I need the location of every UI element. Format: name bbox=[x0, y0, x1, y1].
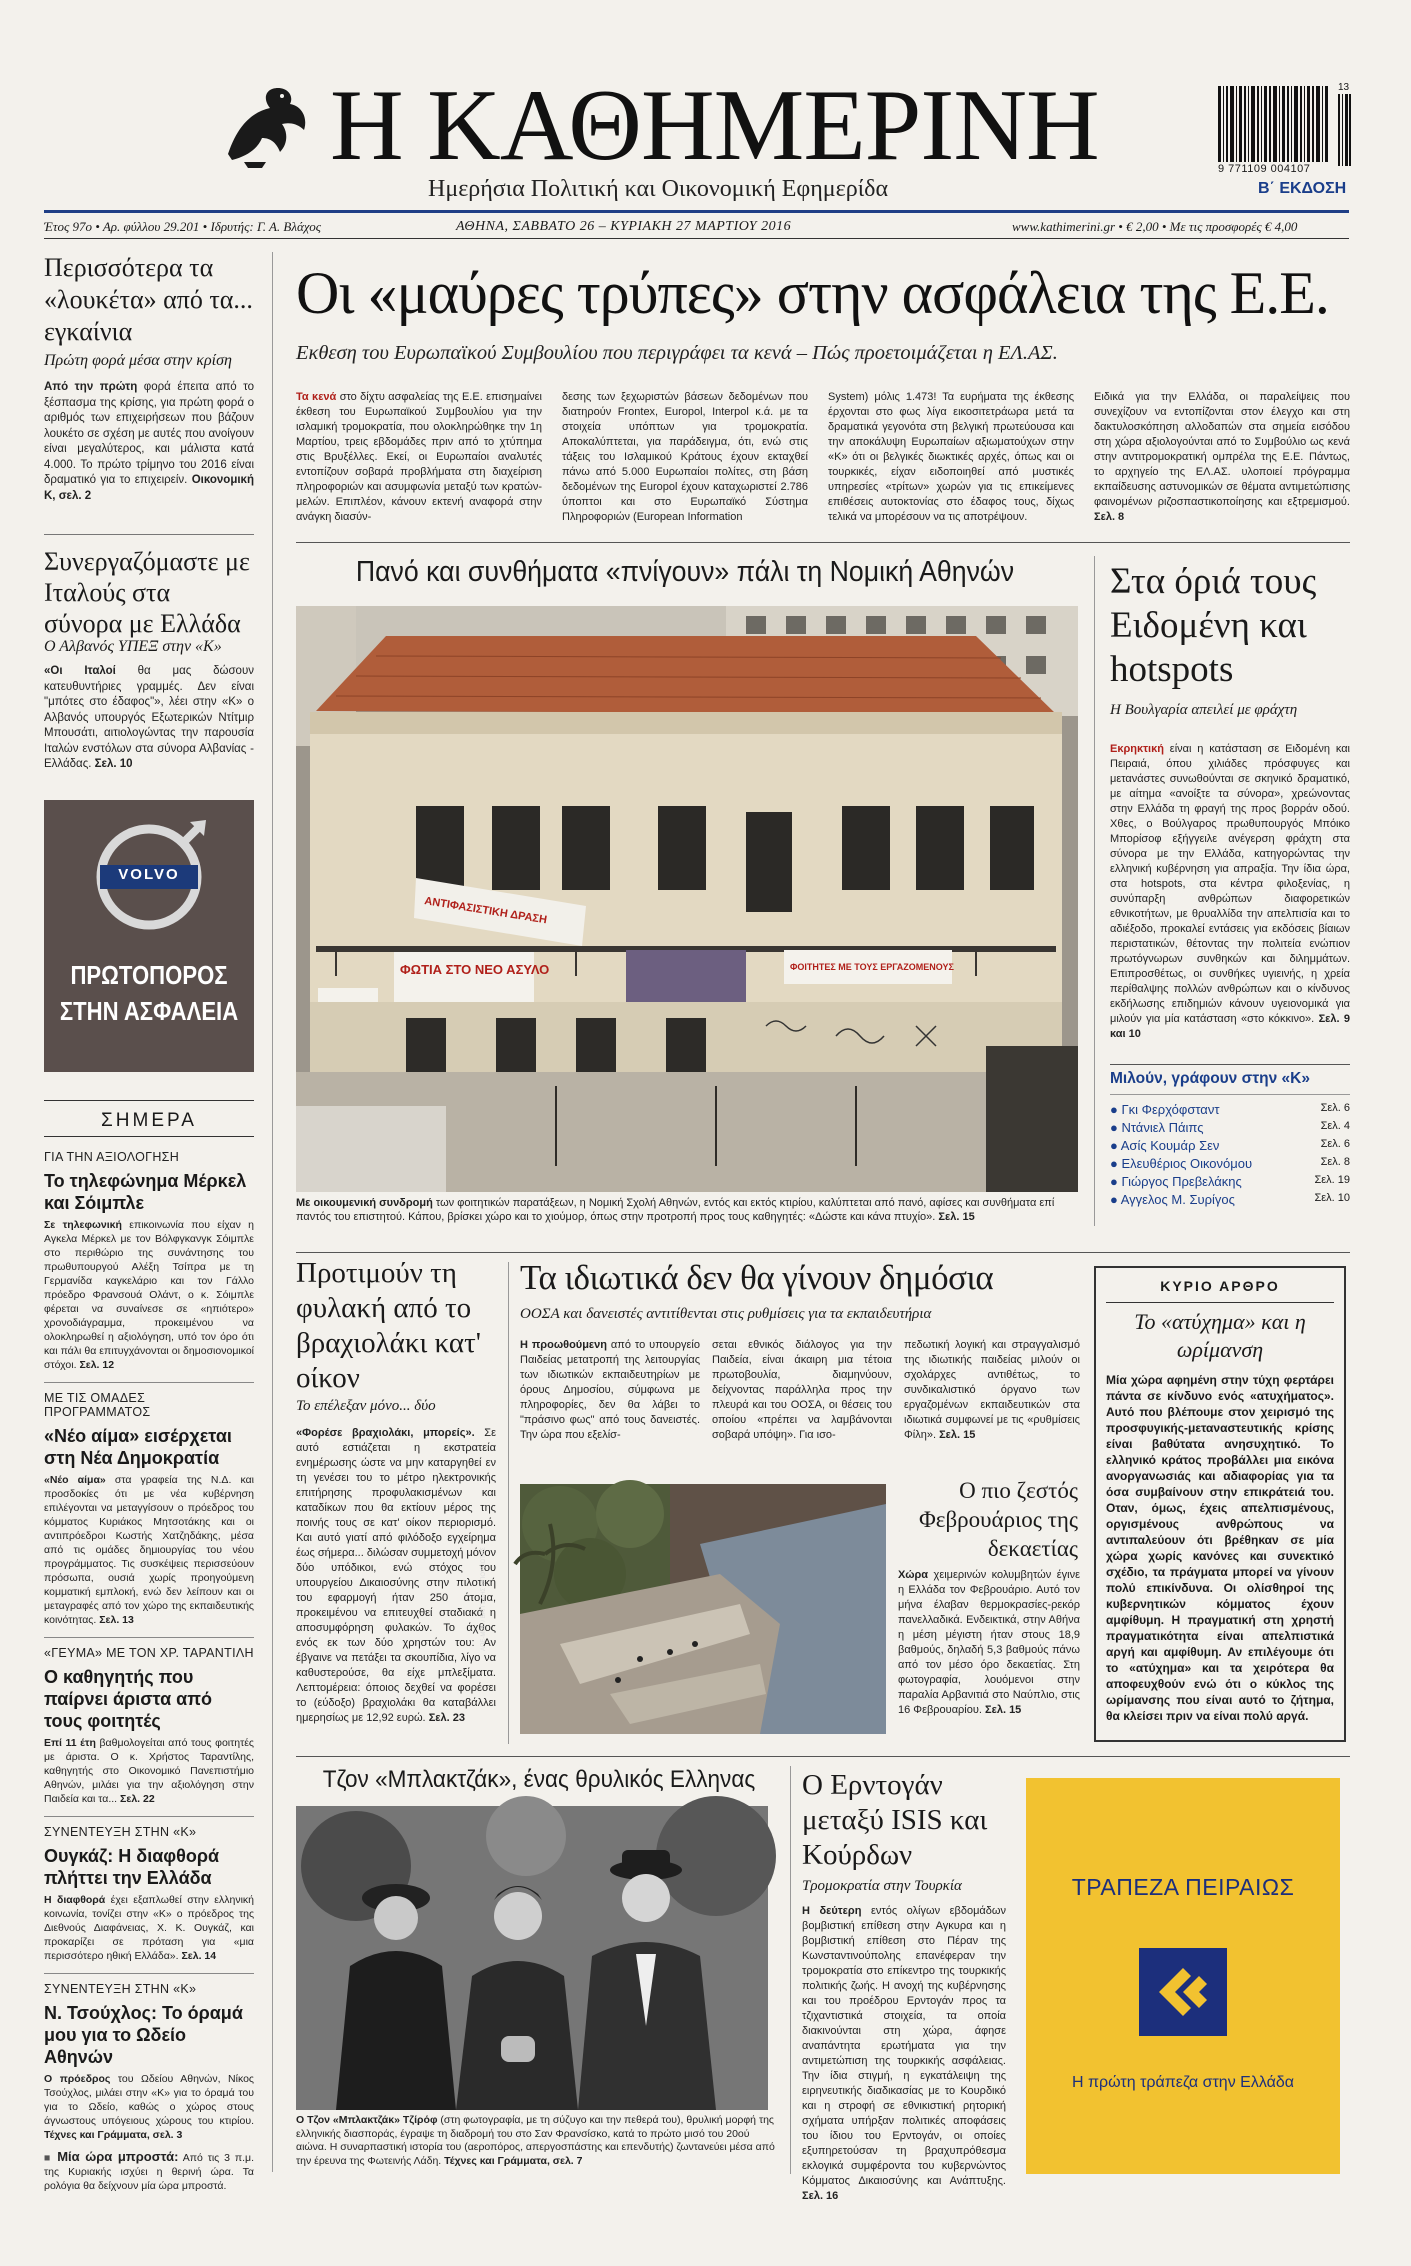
today-item bbox=[44, 1825, 254, 1963]
edition-label: Β΄ ΕΚΔΟΣΗ bbox=[1258, 180, 1347, 197]
bullet-icon: ● bbox=[1110, 1102, 1122, 1117]
body-text: Ειδικά για την Ελλάδα, οι παραλείψεις που συνεχίζουν να εντοπίζονται στον έλεγχο και στη δακτυλοσκόπηση αλλοδαπών στα σημεία εισόδου στη χώρα αξιολογούνται από το Συμβούλιο ως κενά στην αντιτρομοκρατική ομπρέλα της Ε.Ε. Πάντως, το αρχηγείο της ΕΛ.ΑΣ. υλοποιεί πρόγραμμα εκπαίδευσης αστυνομικών σε θέματα αντιμετώπισης φαινομένων ριζοσπαστικοποίησης και εξτρεμισμού. bbox=[1094, 391, 1350, 508]
meta-right: www.kathimerini.gr • € 2,00 • Με τις προσφορές € 4,00 bbox=[1012, 219, 1298, 234]
opinion-page: Σελ. 4 bbox=[1320, 1120, 1350, 1132]
opinion-author: Ντάνιελ Πάιπς bbox=[1121, 1120, 1204, 1135]
today-item-label: ΣΥΝΕΝΤΕΥΞΗ ΣΤΗΝ «Κ» bbox=[44, 1982, 197, 1996]
page-ref[interactable]: Σελ. 16 bbox=[802, 2190, 839, 2202]
body-text: πεδωτική λογική και στραγγαλισμό της ιδιωτικής παιδείας μιλούν οι σχολάρχες αντιθέτως, το συνδικαλιστικό όργανο των εργαζομένων εκπαιδευτικών στα ιδιωτικά συμφωνεί με τις «ρυθμίσεις Φίλη». bbox=[904, 1339, 1080, 1441]
page-ref[interactable]: Σελ. 23 bbox=[428, 1712, 465, 1724]
lead-col-1 bbox=[296, 390, 542, 525]
today-item-label: ΜΕ ΤΙΣ ΟΜΑΔΕΣ ΠΡΟΓΡΑΜΜΑΤΟΣ bbox=[44, 1391, 151, 1419]
today-item-title[interactable]: «Νέο αίμα» εισέρχεται στη Νέα Δημοκρατία bbox=[44, 1426, 232, 1468]
opinion-page: Σελ. 10 bbox=[1314, 1192, 1350, 1204]
volvo-brand: VOLVO bbox=[118, 866, 180, 883]
today-item bbox=[44, 1150, 254, 1372]
banner-text: ΦΟΙΤΗΤΕΣ ΜΕ ΤΟΥΣ ΕΡΓΑΖΟΜΕΝΟΥΣ bbox=[790, 962, 954, 972]
story-lockouts-sub: Πρώτη φορά μέσα στην κρίση bbox=[44, 352, 232, 369]
today-item-title[interactable]: Ουγκάζ: Η διαφθορά πλήττει την Ελλάδα bbox=[44, 1846, 220, 1888]
opinion-page: Σελ. 6 bbox=[1320, 1102, 1350, 1114]
left-column bbox=[44, 252, 255, 2192]
photo-credit: ΑΠΕ-ΜΠΕ / ΒΑΓΓΕΛΗΣ ΜΠΟΥΓΙΩΤΗΣ bbox=[480, 1547, 487, 1651]
opinion-page: Σελ. 8 bbox=[1320, 1156, 1350, 1168]
today-item-label: ΣΥΝΕΝΤΕΥΞΗ ΣΤΗΝ «Κ» bbox=[44, 1825, 197, 1839]
opinions-title: Μιλούν, γράφουν στην «Κ» bbox=[1110, 1070, 1310, 1087]
body-text: επικοινωνία που είχαν η Αγκελα Μέρκελ με τον Βόλφγκανγκ Σόιμπλε στο περιθώριο της συνάντησης του πρωθυπουργού Αλέξη Τσίπρα με τη Γερμανίδα καγκελάριο και τον Γάλλο πρόεδρο Φρανσουά Ολάντ, ο κ. Σόιμπλε φέρεται να συναίνεσε σε «ηπιότερο» χρονοδιάγραμμα, προκειμένου να ολοκληρωθεί η αξιολόγηση, υπό τον όρο ότι και πάλι θα επιτυγχάνονται οι δημοσιονομικοί στόχοι. bbox=[44, 1219, 255, 1371]
page-ref[interactable]: Σελ. 10 bbox=[94, 758, 133, 770]
body-text: θα μας δώσουν κατευθυντήριες γραμμές. Δεν είναι "μπότες στο έδαφος"», λέει στην «Κ» ο Αλβανός υπουργός Εξωτερικών Ντίτμιρ Μπουσάτι, αιτιολογώντας την παρουσία Ιταλών ενστόλων στα σύνορα Αλβανίας - Ελλάδας. bbox=[44, 665, 254, 770]
body-text: του Ωδείου Αθηνών, Νίκος Τσούχλος, μιλάει στην «Κ» για το όραμά του για το Ωδείο, καθώς ο χώρος στους άγνωστους υπόγειους χώρους του κτιρίου. bbox=[44, 2073, 254, 2127]
lead-body bbox=[296, 390, 1350, 530]
opinion-row[interactable] bbox=[1110, 1138, 1350, 1156]
opinion-author: Γιώργος Πρεβελάκης bbox=[1121, 1174, 1242, 1189]
hour-change-body: Από τις 3 π.μ. της Κυριακής ισχύει η θερινή ώρα. Τα ρολόγια θα δείχνουν μία ώρα μπροστά. bbox=[44, 2152, 255, 2192]
bullet-icon: ● bbox=[1110, 1192, 1121, 1207]
opinion-page: Σελ. 19 bbox=[1314, 1174, 1350, 1186]
meta-date: ΑΘΗΝΑ, ΣΑΒΒΑΤΟ 26 – ΚΥΡΙΑΚΗ 27 ΜΑΡΤΙΟΥ 2016 bbox=[456, 219, 792, 234]
banner-text: ΑΝΤΙΦΑΣΙΣΤΙΚΗ ΔΡΑΣΗ bbox=[423, 895, 548, 927]
opinion-page: Σελ. 6 bbox=[1320, 1138, 1350, 1150]
body-text: Σε αυτό εστιάζεται η εκστρατεία ενημέρωσης ώστε να μην καταργηθεί εν τη γενέσει του το μέτρο ηλεκτρονικής επιτήρησης προφυλακισμένων και καταδίκων που θα εκτίουν μέρος της ποινής τους σε κατ' οίκον περιορισμό. Και αυτό γιατί από φιλόδοξο εγχείρημα έως σήμερα... διλώσαν συμμετοχή μόνον δύο υπόδικοι, ενώ στόχος του υπουργείου Δικαιοσύνης στην πιλοτική του εφαρμογή ήταν 250 άτομα, προκειμένου να επιτευχθεί σταδιακά η αποσυμφόρηση φυλακών. Το άχθος ενός εκ των δύο χρηστών του: Αν έβγαινε να πετάξει τα σκουπίδια, λίγο να καθυστερούσε, θα είχε μπλεξίματα. Λεπτομέρεια: όποιος δεχθεί να φορέσει το (εύδοξο) βραχιολάκι θα καταβάλλει ημερησίως με 12,92 ευρώ. bbox=[296, 1427, 496, 1724]
today-item-title[interactable]: Ο καθηγητής που παίρνει άριστα από τους φοιτητές bbox=[44, 1667, 212, 1731]
blackjack-headline[interactable]: Τζον «Μπλακτζάκ», ένας θρυλικός Ελληνας bbox=[322, 1766, 756, 1793]
lead-in: Από την πρώτη bbox=[44, 381, 138, 393]
private-deck: ΟΟΣΑ και δανειστές αντιτίθενται στις ρυθμίσεις για τα εκπαιδευτήρια bbox=[520, 1306, 932, 1322]
page-ref[interactable]: Σελ. 22 bbox=[120, 1793, 155, 1805]
story-albania-body bbox=[44, 664, 254, 773]
erdogan-headline[interactable]: Ο Ερντογάν μεταξύ ISIS και Κούρδων bbox=[802, 1769, 988, 1871]
body-text: στο δίχτυ ασφαλείας της Ε.Ε. επισημαίνει έκθεση του Ευρωπαϊκού Συμβουλίου για την ισλαμική τρομοκρατία, που ολοκληρώθηκε την 1η Μαρτίου, τρεις εβδομάδες πριν από το χτύπημα στις Βρυξέλλες. Εκεί, οι Ευρωπαίοι αναλυτές εντοπίζουν σοβαρά προβλήματα στη διαχείριση πληροφοριών και ασυμφωνία μεταξύ των κρατών-μελών. Επιπλέον, κάνουν εκτενή αναφορά στην ανάγκη διασύν- bbox=[296, 391, 542, 523]
law-school-caption bbox=[296, 1196, 1078, 1224]
lead-col-4 bbox=[1094, 390, 1350, 525]
barcode-top-number: 13 bbox=[1338, 82, 1350, 93]
masthead bbox=[0, 0, 1411, 240]
today-item-body bbox=[44, 1736, 254, 1806]
bullet-icon: ● bbox=[1110, 1138, 1121, 1153]
opinion-author: Γκι Φερχόφσταντ bbox=[1121, 1102, 1220, 1117]
page-ref[interactable]: Σελ. 12 bbox=[79, 1359, 115, 1371]
opinion-row[interactable] bbox=[1110, 1156, 1350, 1174]
erdogan-body bbox=[802, 1904, 1006, 2204]
body-text: φορά έπειτα από το ξέσπασμα της κρίσης, για πρώτη φορά ο αριθμός των επιχειρήσεων που βάζουν λουκέτο σε σχέση με αυτές που ανοίγουν είναι μεγαλύτερος, και μάλιστα κατά 4.000. Το πρώτο τρίμηνο του 2016 είναι δραματικό για το επιχειρείν. bbox=[44, 381, 254, 486]
today-item bbox=[44, 1391, 254, 1627]
lead-in: Χώρα bbox=[898, 1569, 929, 1581]
page-ref[interactable]: Σελ. 8 bbox=[1094, 511, 1125, 523]
page-ref[interactable]: Σελ. 13 bbox=[99, 1614, 134, 1626]
banner-text: ΦΩΤΙΑ ΣΤΟ ΝΕΟ ΑΣΥΛΟ bbox=[400, 962, 550, 977]
bullet-icon: ● bbox=[1110, 1120, 1122, 1135]
opinion-row[interactable] bbox=[1110, 1102, 1350, 1120]
today-item bbox=[44, 1982, 254, 2142]
today-header: ΣΗΜΕΡΑ bbox=[101, 1110, 197, 1131]
volvo-ad[interactable] bbox=[44, 800, 254, 1072]
caption-text: των φοιτητικών παρατάξεων, η Νομική Σχολή Αθηνών, εντός και εκτός κτιρίου, καλύπτεται από πανό, αφίσες και συνθήματα επί παντός του επιστητού. Κάπου, βρίσκει χώρο και το χιούμορ, όπως στην προτροπή προς τους καθηγητές: «Δώστε και κάνα πτυχίο». bbox=[296, 1197, 1055, 1223]
lead-in: Σε τηλεφωνική bbox=[44, 1219, 122, 1231]
page-ref[interactable]: Σελ. 15 bbox=[985, 1704, 1022, 1716]
body-text: στα γραφεία της Ν.Δ. και προσδοκίες ότι με νέα κυβέρνηση επιλέγονται να μεταγγίσουν ο πρόεδρος του κόμματος Κυριάκος Μητσοτάκης και οι αντιπρόεδροι Κωστής Χατζηδάκης, μέσα από τις ομάδες δημιουργίας του νέου προγράμματος. Τις συσκέψεις περισσεύουν πρόσωπα, ουσιά χωρίς προηγούμενη κομματική εμπλοκή, ενώ δεν λείπουν και οι μεταγραφές από τον χώρο της εκπαιδευτικής κοινότητας. bbox=[44, 1474, 254, 1626]
today-item-body bbox=[44, 2072, 254, 2142]
barcode bbox=[1218, 82, 1352, 164]
story-lockouts-title[interactable]: Περισσότερα τα «λουκέτα» από τα... εγκαίνια bbox=[44, 253, 253, 346]
today-item-label: «ΓΕΥΜΑ» ΜΕ ΤΟΝ ΧΡ. ΤΑΡΑΝΤΙΛΗ bbox=[44, 1646, 254, 1660]
editorial-title[interactable]: Το «ατύχημα» και η ωρίμανση bbox=[1134, 1309, 1306, 1362]
lead-deck: Εκθεση του Ευρωπαϊκού Συμβουλίου που περιγράφει τα κενά – Πώς προετοιμάζεται η ΕΛ.ΑΣ. bbox=[296, 342, 1058, 364]
lead-col-2 bbox=[562, 390, 808, 525]
page-ref[interactable]: Σελ. 9 και 10 bbox=[1110, 1013, 1350, 1040]
page-ref[interactable]: Τέχνες και Γράμματα, σελ. 7 bbox=[444, 2154, 583, 2167]
body-text: δεσης των ξεχωριστών βάσεων δεδομένων που διατηρούν Frontex, Europol, Interpol κ.ά. με τα στοιχεία υπόπτων για τρομοκρατία. Αποκαλύπτεται, για παράδειγμα, ότι, ενώ στις τάξεις του Ισλαμικού Κράτους έχουν εκταχθεί πάνω από 5.000 Ευρωπαίοι πολίτες, στη βάση δεδομένων της Europol έχουν καταχωριστεί 2.786 ύποπτοι και στο Ευρωπαϊκό Σύστημα Πληροφοριών (European Information bbox=[562, 391, 808, 523]
opinion-row[interactable] bbox=[1110, 1120, 1350, 1138]
opinion-author: Ασίς Κουμάρ Σεν bbox=[1120, 1138, 1220, 1153]
today-item bbox=[44, 1646, 254, 1806]
lead-in: Επί 11 έτη bbox=[44, 1737, 96, 1749]
law-school-headline[interactable]: Πανό και συνθήματα «πνίγουν» πάλι τη Νομική Αθηνών bbox=[355, 556, 1015, 588]
bracelet-body bbox=[296, 1426, 496, 1726]
today-item-title[interactable]: Ν. Τσούχλος: Το όραμά μου για το Ωδείο Αθηνών bbox=[44, 2003, 243, 2067]
barcode-number: 9 771109 004107 bbox=[1218, 163, 1311, 175]
opinions-box bbox=[1110, 1064, 1350, 1218]
page-ref[interactable]: Τέχνες και Γράμματα, σελ. 3 bbox=[44, 2129, 183, 2141]
opinion-row[interactable] bbox=[1110, 1192, 1350, 1210]
idomeni-headline[interactable]: Στα όριά τους Ειδομένη και hotspots bbox=[1110, 561, 1317, 690]
today-item-title[interactable]: Το τηλεφώνημα Μέρκελ και Σόιμπλε bbox=[44, 1171, 247, 1213]
eagle-emblem-icon bbox=[218, 84, 310, 168]
meta-left: Έτος 97ο • Αρ. φύλλου 29.201 • Ιδρυτής: Γ. Α. Βλάχος bbox=[44, 219, 322, 234]
idomeni-sub: Η Βουλγαρία απειλεί με φράχτη bbox=[1110, 702, 1298, 718]
lead-in: Η διαφθορά bbox=[44, 1894, 106, 1906]
today-item-body bbox=[44, 1473, 254, 1627]
law-school-photo[interactable] bbox=[296, 606, 1078, 1192]
lead-in: «Νέο αίμα» bbox=[44, 1474, 106, 1486]
body-text: χειμερινών κολυμβητών έγινε η Ελλάδα τον Φεβρουάριο. Αυτό τον μήνα έλαβαν θερμοκρασίες-ρεκόρ πανελλαδικά. Ενδεικτικά, στην Αθήνα η μέση μέγιστη ήταν στους 18,9 βαθμούς, δηλαδή 5,3 βαθμούς πάνω από τον μέσο όρο δεκαετίας. Στη φωτογραφία, λουόμενοι στην παραλία Αρβανιτιά στο Ναύπλιο, στις 16 Φεβρουαρίου. bbox=[898, 1569, 1080, 1716]
story-albania-title[interactable]: Συνεργαζόμαστε με Ιταλούς στα σύνορα με Ελλάδα bbox=[44, 547, 250, 638]
lead-col-3 bbox=[828, 390, 1074, 525]
lead-headline[interactable]: Οι «μαύρες τρύπες» στην ασφάλεια της Ε.Ε. bbox=[296, 260, 1329, 326]
editorial-label: ΚΥΡΙΟ ΑΡΘΡΟ bbox=[1160, 1278, 1280, 1294]
body-text: σεται εθνικός διάλογος για την Παιδεία, είναι άκαιρη μια τέτοια πρωτοβουλία, διαμηνύουν, δείχνοντας παράλληλα προς την πλευρά και του ΟΟΣΑ, οι θέσεις του οποίου «πρέπει να λαμβάνονται σοβαρά υπόψη». Για ισο- bbox=[712, 1339, 892, 1441]
bullet-icon: ■ bbox=[44, 2152, 58, 2164]
feb-headline[interactable]: Ο πιο ζεστός Φεβρουάριος της δεκαετίας bbox=[919, 1478, 1078, 1561]
page-ref[interactable]: Οικονομική Κ, σελ. 2 bbox=[44, 474, 254, 502]
lead-in: «Οι Ιταλοί bbox=[44, 665, 116, 677]
masthead-title: Η ΚΑΘΗΜΕΡΙΝΗ bbox=[330, 69, 1099, 182]
blackjack-caption bbox=[296, 2114, 782, 2168]
lead-in: Ο Τζον «Μπλακτζάκ» Τζίρόφ bbox=[296, 2114, 438, 2126]
body-text: είναι η κατάσταση σε Ειδομένη και Πειραιά, όπου χιλιάδες πρόσφυγες και μετανάστες συνωθούνται σε σκηνικό δραματικό, με αίτημα «ανοίξτε τα σύνορα», χρεώνοντας στην Ελλάδα τη φραγή της προς βορράν οδού. Χθες, ο Βούλγαρος πρωθυπουργός Μπόικο Μπορίσοφ εξήγγειλε ανέγερση φράχτη στα σύνορα με την Ελλάδα, κατηγορώντας την ελληνική κυβέρνηση για απραξία. Την ίδια ώρα, στα hotspots, στα κέντρα φιλοξενίας, η συνύπαρξη ανθρώπων διαφορετικών εθνικοτήτων, με θρυαλλίδα την απελπισία και το αδιέξοδο, προκαλεί εντάσεις για εκδόσεις βίαιων περιστατικών, θέτοντας την πολιτεία ενώπιον πρωτόγνωρων συνθηκών και διλημμάτων. Επιπροσθέτως, οι συνθήκες υγιεινής, η χρεία περίθαλψης πολλών ανθρώπων και ο κίνδυνος εκδήλωσης επιδημιών κάνουν υγειονομικά για μιλούν για μία κατάσταση «στο κόκκινο». bbox=[1110, 743, 1350, 1025]
page-ref[interactable]: Σελ. 15 bbox=[939, 1429, 976, 1441]
lead-in: Εκρηκτική bbox=[1110, 743, 1164, 755]
piraeus-bank-ad[interactable] bbox=[1026, 1778, 1340, 2174]
hour-change-note bbox=[44, 2150, 254, 2193]
opinion-author: Ελευθέριος Οικονόμου bbox=[1121, 1156, 1253, 1171]
today-list bbox=[44, 1150, 254, 2193]
bracelet-sub: Το επέλεξαν μόνο... δύο bbox=[296, 1398, 436, 1414]
private-col-3 bbox=[904, 1338, 1080, 1443]
hour-change-title: Μία ώρα μπροστά: bbox=[57, 2149, 179, 2164]
private-col-2 bbox=[712, 1338, 892, 1443]
lead-in: Η δεύτερη bbox=[802, 1905, 862, 1917]
bullet-icon: ● bbox=[1110, 1174, 1122, 1189]
today-item-body bbox=[44, 1893, 254, 1963]
today-item-body bbox=[44, 1218, 254, 1372]
piraeus-logo-icon bbox=[1139, 1948, 1227, 2036]
page-ref[interactable]: Σελ. 15 bbox=[938, 1211, 975, 1223]
feb-body bbox=[898, 1568, 1080, 1718]
body-text: System) μόλις 1.473! Τα ευρήματα της έκθεσης έρχονται στο φως λίγα εικοσιτετράωρα μετά τα δραματικά γεγονότα στη βελγική πρωτεύουσα και την αποκάλυψη Ευρωπαίων αξιωματούχων στην «Κ» ότι οι βελγικές διωκτικές αρχές, όπως και οι τουρκικές, είχαν ειδοποιηθεί από μυστικές υπηρεσίες «τρίτων» χωρών για τις επικείμενες επιθέσεις αυτοκτονίας στο έδαφος τους, δίχως τελικά να μπορέσουν να τις αποτρέψουν. bbox=[828, 391, 1074, 523]
body-text: έχει εξαπλωθεί στην ελληνική κοινωνία, τονίζει στην «Κ» ο πρόεδρος της Διεθνούς Διαφάνειας, Χ. Κ. Ουγκάζ, και προκαρίζει σε πρόταση για «μια περισσότερο ηθική Ελλάδα». bbox=[44, 1894, 254, 1962]
masthead-subtitle: Ημερήσια Πολιτική και Οικονομική Εφημερίδα bbox=[428, 176, 889, 202]
private-col-1 bbox=[520, 1338, 700, 1443]
erdogan-sub: Τρομοκρατία στην Τουρκία bbox=[802, 1878, 962, 1894]
volvo-slogan-2: ΣΤΗΝ ΑΣΦΑΛΕΙΑ bbox=[59, 996, 239, 1026]
caption-text: (στη φωτογραφία, με τη σύζυγο και την πεθερά του), θρυλική μορφή της ελληνικής διασποράς, έγραψε τη διαδρομή του στο Σαν Φρανσίσκο, κατά το πρώτο μισό του 20ού αιώνα. Η συναρπαστική ιστορία του (αεροπόρος, απεργοσπάστης και επενδυτής) ζωντανεύει μέσα από την έρευνα της Φωτεινής Λάδη. bbox=[296, 2114, 775, 2167]
private-headline[interactable]: Τα ιδιωτικά δεν θα γίνουν δημόσια bbox=[520, 1258, 994, 1297]
body-text: εντός ολίγων εβδομάδων βομβιστική επίθεση στην Αγκυρα και η βομβιστική επίθεση στο Πέραν της Κωνσταντινούπολης επανέφεραν την τρομοκρατία στο επίκεντρο της τουρκικής πολιτικής ζωής. Η ανοχή της κυβέρνησης και του προέδρου Ερντογάν προς τα τζιχαντιστικά στοιχεία, τα οποία διακινούνται στη χώρα, άφησε αναπάντητα ερωτήματα για την αντιμετώπιση της τουρκικής ασφάλειας. Την ίδια στιγμή, η εγκατάλειψη της ειρηνευτικής διαδικασίας με το Κουρδικό και η στροφή σε εθνικιστική ρητορική σχήματα υπήρξαν πολιτικές αποφάσεις του ίδιου του Ερντογάν, οι οποίες εξυπηρετούσαν τη βραχυπρόθεσμα εκλογικά συμφέροντα του κυβερνώντος Κόμματος Δικαιοσύνης και Ανάπτυξης. bbox=[802, 1905, 1006, 2187]
opinion-row[interactable] bbox=[1110, 1174, 1350, 1192]
opinion-author: Αγγελος Μ. Συρίγος bbox=[1120, 1192, 1235, 1207]
lead-in: Ο πρόεδρος bbox=[44, 2073, 111, 2085]
lead-in: «Φορέσε βραχιολάκι, μπορείς». bbox=[296, 1427, 475, 1439]
today-item-label: ΓΙΑ ΤΗΝ ΑΞΙΟΛΟΓΗΣΗ bbox=[44, 1150, 180, 1164]
idomeni-body bbox=[1110, 742, 1350, 1042]
beach-photo[interactable] bbox=[480, 1484, 886, 1734]
lead-in: Η προωθούμενη bbox=[520, 1339, 607, 1351]
story-albania-sub: Ο Αλβανός ΥΠΕΞ στην «Κ» bbox=[44, 638, 222, 655]
lead-in: Τα κενά bbox=[296, 391, 337, 403]
blackjack-photo[interactable] bbox=[296, 1806, 768, 2110]
body-text: βαθμολογείται από τους φοιτητές με άριστα. Ο κ. Χρήστος Ταραντίλης, καθηγητής στο Οικονομικό Πανεπιστήμιο Αθηνών, μιλάει για την αξιολόγηση στην Παιδεία και τα... bbox=[44, 1737, 254, 1805]
story-lockouts-body bbox=[44, 380, 254, 504]
bracelet-headline[interactable]: Προτιμούν τη φυλακή από το βραχιολάκι κατ' οίκον bbox=[296, 1257, 481, 1394]
bullet-icon: ● bbox=[1110, 1156, 1122, 1171]
editorial-box bbox=[1094, 1266, 1346, 1742]
lead-in: Με οικουμενική συνδρομή bbox=[296, 1197, 433, 1209]
body-text: από το υπουργείο Παιδείας μετατροπή της λειτουργίας των ιδιωτικών εκπαιδευτηρίων με όρους Δημοσίου, σύμφωνα με πληροφορίες, δεν θα λάβει το "πράσινο φως" από τους δανειστές. Την ώρα που εξελίσ- bbox=[520, 1339, 700, 1441]
volvo-slogan-1: ΠΡΩΤΟΠΟΡΟΣ bbox=[70, 960, 228, 990]
editorial-body: Μία χώρα αφημένη στην τύχη φερτάρει πάντα σε κίνδυνο ενός «ατυχήματος». Αυτό που βλέπουμε στον χειρισμό της προσφυγικής-μεταναστευτικής κρίσης είναι βαθύτατα ανησυχητικό. Το ελληνικό κράτος προβάλλει μια εικόνα ανοργανωσιάς και αδιαφορίας για τα όσα συμβαίνουν στην επικράτειά του. Οταν, όμως, έχεις απελπισμένους, οργισμένους ανθρώπους να αντιπαλεύουν ότι βρέθηκαν σε μία χώρα χωρίς κανόνες και συνεκτικό σχέδιο, τα πράγματα μπορεί να γίνουν πολύ επικίνδυνα. Οι ολίσθηροί της κυβερνητικών κόμματος έχουν αμφίθυμη. Η πραγματική στη χρηστή πραγματικότητα είναι απελπιστικά αργή και αμφίθυμη. Αν επιλέγουμε ότι το «ατύχημα» και τα χειρότερα θα αποφευχθούν ενώ ότι ο κύκλος της ωρίμανσης που είναι αυτό το ζήτημα, θα κλείσει πριν να είναι πολύ αργά. bbox=[1106, 1373, 1334, 1723]
piraeus-tagline: Η πρώτη τράπεζα στην Ελλάδα bbox=[1072, 2074, 1294, 2091]
page-ref[interactable]: Σελ. 14 bbox=[181, 1950, 217, 1962]
piraeus-bank-name: ΤΡΑΠΕΖΑ ΠΕΙΡΑΙΩΣ bbox=[1071, 1874, 1295, 1900]
